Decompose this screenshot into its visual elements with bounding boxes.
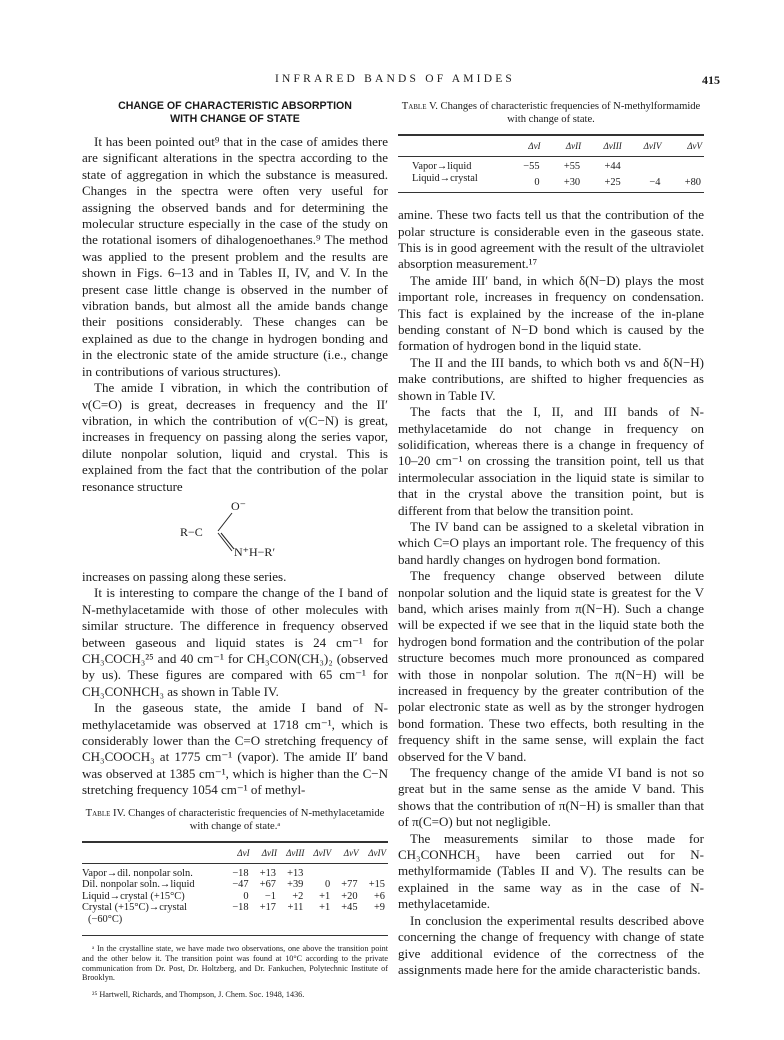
t4-cell: +9 bbox=[373, 902, 385, 914]
table-row bbox=[398, 157, 704, 173]
t5-cell: 0 bbox=[534, 176, 540, 188]
paragraph: It has been pointed out⁹ that in the case of amides there are significant alterations in the spectra according to the state of aggregation in which the substance is measured. Changes in the spectra were often very useful for assigning the observed bands and for determining the molecular structure especially in the case of the study on the rotational isomers of dihalogenoethanes.⁹ The method was applied to the present problem and the results are shown in Figs. 6–13 and in Tables II, IV, and V. In the present case little change is observed in the number of vibration bands, but almost all the amide bands change their positions considerably. These changes can be explained as due to the change in hydrogen bonding and in the electronic state of the amide structure (i.e., change in contributions of various structures). bbox=[82, 134, 388, 379]
left-column bbox=[82, 100, 388, 1000]
table-row bbox=[82, 879, 388, 890]
table5-caption-text: Changes of characteristic frequencies of N-methylformamide with change of state. bbox=[437, 101, 701, 125]
t4-cell: Liquid→crystal (+15°C) bbox=[82, 890, 185, 902]
t4-cell bbox=[361, 914, 388, 935]
t4-cell: Dil. nonpolar soln.→liquid bbox=[82, 879, 195, 891]
t4-cell: Vapor→dil. nonpolar soln. bbox=[82, 868, 193, 880]
paragraph: The II and the III bands, to which both νs and δ(N−H) make contributions, are shifted to higher frequencies as shown in Table IV. bbox=[398, 354, 704, 403]
t4-cell: Crystal (+15°C)→crystal bbox=[82, 902, 187, 914]
t4-cell: +6 bbox=[373, 890, 385, 902]
t5-cell: −4 bbox=[649, 176, 661, 188]
t4-cell: −18 bbox=[232, 868, 249, 880]
page-number: 415 bbox=[702, 73, 720, 87]
t4-cell bbox=[306, 914, 333, 935]
table-row bbox=[398, 173, 704, 192]
right-column bbox=[398, 100, 704, 978]
t4-header: ΔνV bbox=[343, 847, 359, 858]
table5-caption bbox=[398, 100, 704, 126]
t4-cell bbox=[333, 864, 360, 880]
table4-rule bbox=[82, 935, 388, 936]
t5-header: ΔνIII bbox=[603, 141, 622, 151]
rc-label: R−C bbox=[180, 524, 203, 539]
t5-header: ΔνI bbox=[528, 141, 541, 151]
bond-c-o bbox=[218, 513, 232, 531]
t4-cell: +15 bbox=[368, 879, 385, 891]
paragraph: The IV band can be assigned to a skeletal vibration in which C=O plays an important role. The frequency of this band hardly changes on hydrogen bond formation. bbox=[398, 518, 704, 567]
t5-cell: Liquid→crystal bbox=[412, 172, 478, 184]
t4-cell: 0 bbox=[243, 890, 249, 902]
table5-rule bbox=[398, 192, 704, 193]
t4-cell: −1 bbox=[264, 890, 276, 902]
t4-cell bbox=[252, 914, 279, 935]
table-row bbox=[82, 914, 388, 935]
t5-header: ΔνV bbox=[687, 141, 702, 151]
running-header bbox=[70, 73, 720, 93]
paragraph: increases on passing along these series. bbox=[82, 568, 287, 584]
t4-header: ΔνIII bbox=[286, 847, 305, 858]
t4-header: ΔνIV bbox=[368, 847, 386, 858]
paragraph: The amide III′ band, in which δ(N−D) plays the most important role, increases in frequency on condensation. This fact is explained by the increase of the in-plane bending constant of N−D bond which is caused by the formation of hydrogen bond in the liquid state. bbox=[398, 272, 704, 354]
t5-cell: +55 bbox=[563, 161, 581, 173]
t4-cell bbox=[306, 864, 333, 880]
t4-cell: +67 bbox=[259, 879, 276, 891]
t5-cell: −55 bbox=[523, 161, 540, 173]
t4-cell: +17 bbox=[259, 902, 276, 914]
paragraph: The frequency change of the amide VI band is not so great but in the same sense as the amide V band. This shows that the contribution of π(N−H) is smaller than that of π(C=O) but not negligible. bbox=[398, 765, 704, 830]
paragraph: The frequency change observed between dilute nonpolar solution and the liquid state is greatest for the V band, which arises mainly from π(N−H). Such a change will be expected if we see that in the liquid state both the hydrogen bond formation and the contribution of the polar structure becomes much more pronounced as compared with those in nonpolar solution. The π(N−H) will be increased in frequency by the greater contribution of the polar electronic state as well as by the stronger hydrogen bond formation. These two effects, both resulting in the frequency shift in the same sense, will explain the fact observed for the V band. bbox=[398, 568, 704, 764]
t5-cell: +30 bbox=[563, 176, 581, 188]
t4-cell: −18 bbox=[232, 902, 249, 914]
t4-cell bbox=[279, 914, 306, 935]
t4-header: ΔνI bbox=[237, 847, 250, 858]
t4-cell: +13 bbox=[259, 868, 276, 880]
paragraph: amine. These two facts tell us that the contribution of the polar structure is considerable even in the gaseous state. This is in good agreement with the result of the ultraviolet absorption measurement.¹⁷ bbox=[398, 207, 704, 272]
t4-cell bbox=[361, 864, 388, 880]
paragraph: In the gaseous state, the amide I band of N-methylacetamide was observed at 1718 cm⁻¹, which is considerably lower than the C=O stretching frequency of CH₃COOCH₃ at 1775 cm⁻¹ (vapor). The amide II′ band was observed at 1385 cm⁻¹, which is higher than the C−N stretching frequency 1054 cm⁻¹ of methyl- bbox=[82, 700, 388, 798]
table-row bbox=[82, 864, 388, 880]
t4-cell: (−60°C) bbox=[88, 913, 123, 925]
t5-cell: Vapor→liquid bbox=[412, 161, 472, 173]
t4-cell: +1 bbox=[319, 890, 331, 902]
t4-cell: −47 bbox=[232, 879, 249, 891]
table4-label: Table IV. bbox=[85, 807, 126, 819]
bond-c-n-2 bbox=[221, 533, 234, 549]
paragraph: The amide I vibration, in which the contribution of ν(C=O) is great, decreases in frequency and the II′ vibration, in which the contribution of ν(C−N) is great, increases in frequency on passing along the series vapor, dilute nonpolar solution, liquid and crystal. This is explained from the fact that the contribution of the polar resonance structure bbox=[82, 380, 388, 494]
t5-cell bbox=[663, 157, 704, 173]
table4-footnote: ᵃ In the crystalline state, we have made two observations, one above the transition point and the other below it. The transition point was found at 10°C according to the private communication from Dr. Post, Dr. Holtzberg, and Dr. Fankuchen, Polytechnic Institute of Brooklyn. bbox=[82, 944, 388, 983]
t4-cell: +2 bbox=[292, 890, 304, 902]
resonance-structure bbox=[82, 498, 388, 561]
table-row bbox=[82, 902, 388, 913]
paragraph: The facts that the I, II, and III bands of N-methylacetamide do not change in frequency on solidification, whereas there is a change in frequency of 10–20 cm⁻¹ on crossing the transition point, tell us that intermolecular association in the liquid state is similar to that in the crystal above the transition point, but is different from that below the transition point. bbox=[398, 404, 704, 518]
table5 bbox=[398, 134, 704, 192]
table5-label: Table V. bbox=[401, 101, 438, 112]
table4-caption-text: Changes of characteristic frequencies of N-methylacetamide with change of state.ᵃ bbox=[125, 807, 385, 832]
table4-caption bbox=[82, 807, 388, 833]
t4-cell bbox=[333, 914, 360, 935]
nh-label: N⁺H−R′ bbox=[234, 544, 276, 559]
t4-cell: +11 bbox=[287, 902, 304, 914]
t5-cell: +25 bbox=[604, 176, 621, 188]
section-heading-line: WITH CHANGE OF STATE bbox=[170, 113, 300, 125]
paragraph: It is interesting to compare the change of the I band of N-methylacetamide with those of other molecules with similar structure. The difference in frequency observed between gaseous and liquid states is 24 cm⁻¹ for CH₃COCH₃²⁵ and 40 cm⁻¹ for CH₃CON(CH₃)₂ (observed by us). These figures are compared with 65 cm⁻¹ for CH₃CONHCH₃ as shown in Table IV. bbox=[82, 585, 388, 699]
t4-cell: +20 bbox=[341, 890, 358, 902]
t5-cell: +80 bbox=[684, 176, 701, 188]
t4-cell bbox=[224, 914, 251, 935]
t4-cell: +39 bbox=[287, 879, 304, 891]
t4-cell: +77 bbox=[341, 879, 358, 891]
t4-header bbox=[82, 842, 224, 864]
table-row bbox=[82, 891, 388, 902]
section-heading bbox=[82, 100, 388, 126]
t5-header bbox=[398, 135, 502, 157]
t5-cell bbox=[624, 157, 664, 173]
paragraph: The measurements similar to those made for CH₃CONHCH₃ have been carried out for N-methylformamide (Tables II and V). The results can be explained in the same way as in the case of N-methylacetamide. bbox=[398, 830, 704, 912]
t5-cell: +44 bbox=[604, 161, 621, 173]
t4-cell: +45 bbox=[341, 902, 358, 914]
running-title: INFRARED BANDS OF AMIDES bbox=[274, 73, 516, 85]
table4 bbox=[82, 841, 388, 935]
t4-header: ΔνII bbox=[261, 847, 277, 858]
t4-header: ΔνIV bbox=[313, 847, 332, 858]
o-minus-label: O⁻ bbox=[231, 498, 246, 513]
t4-cell: +1 bbox=[319, 902, 331, 914]
t4-cell: 0 bbox=[324, 879, 331, 891]
reference-25: ²⁵ Hartwell, Richards, and Thompson, J. Chem. Soc. 1948, 1436. bbox=[92, 990, 305, 1000]
section-heading-line: CHANGE OF CHARACTERISTIC ABSORPTION bbox=[118, 100, 352, 112]
t5-header: ΔνII bbox=[565, 141, 582, 151]
paragraph: In conclusion the experimental results described above concerning the change of frequency with change of state give additional evidence of the correctness of the assignments made here for the amide characteristic bands. bbox=[398, 912, 704, 977]
t4-cell: +13 bbox=[287, 868, 304, 880]
t5-header: ΔνIV bbox=[643, 141, 662, 151]
bond-c-n-1 bbox=[218, 533, 232, 551]
